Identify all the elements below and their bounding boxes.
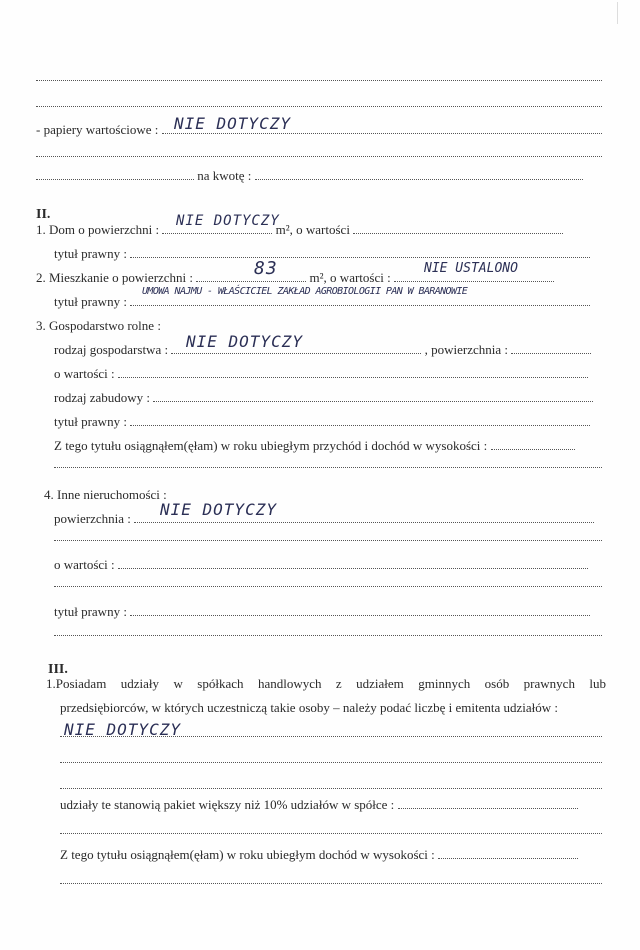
zabudowy-label: rodzaj zabudowy :: [54, 390, 151, 405]
o-wartosci-label: o wartości :: [54, 366, 115, 381]
section-3-heading: III.: [48, 662, 68, 677]
mieszkanie-tytul-label: tytuł prawny :: [54, 294, 127, 309]
gospodarstwo-label: 3. Gospodarstwo rolne :: [36, 318, 161, 333]
dom-tytul-label: tytuł prawny :: [54, 246, 127, 261]
dotted-line: [60, 883, 602, 884]
inne-wartosc-label: o wartości :: [54, 557, 115, 572]
dochod-label: Z tego tytułu osiągnąłem(ęłam) w roku ubiegłym dochód w wysokości :: [60, 847, 435, 862]
dotted-line: [60, 788, 602, 789]
rodzaj-label: rodzaj gospodarstwa :: [54, 342, 169, 357]
przychod-row: [54, 438, 606, 454]
gospodarstwo-row: [36, 318, 161, 334]
inne-row: [44, 487, 167, 503]
mieszkanie-area: 83: [254, 258, 278, 279]
mieszkanie-row: [36, 270, 606, 286]
tytul-label: tytuł prawny :: [54, 414, 127, 429]
dotted-line: [54, 540, 602, 541]
inne-label: 4. Inne nieruchomości :: [44, 487, 167, 502]
dotted-line: [54, 467, 602, 468]
section-2-heading: II.: [36, 207, 51, 222]
inne-tytul-label: tytuł prawny :: [54, 604, 127, 619]
mieszkanie-m2: m², o wartości :: [309, 270, 391, 285]
papiery-label: - papiery wartościowe :: [36, 122, 159, 137]
dotted-line: [54, 586, 602, 587]
pakiet-row: [60, 797, 606, 813]
section-3-value: NIE DOTYCZY: [64, 720, 181, 739]
kwota-row: [36, 168, 606, 184]
zabudowy-row: [54, 390, 606, 406]
dom-label: 1. Dom o powierzchni :: [36, 222, 160, 237]
inne-value: NIE DOTYCZY: [160, 500, 277, 519]
pakiet-label: udziały te stanowią pakiet większy niż 10% udziałów w spółce :: [60, 797, 395, 812]
papiery-value: NIE DOTYCZY: [174, 114, 291, 133]
przychod-label: Z tego tytułu osiągnąłem(ęłam) w roku ubiegłym przychód i dochód w wysokości :: [54, 438, 488, 453]
page-edge-mark: [617, 2, 636, 24]
dochod-row: [60, 847, 606, 863]
inne-pow-label: powierzchnia :: [54, 511, 131, 526]
mieszkanie-label: 2. Mieszkanie o powierzchni :: [36, 270, 194, 285]
dotted-line: [54, 635, 602, 636]
inne-wartosc-row: [54, 557, 606, 573]
dotted-line: [36, 156, 602, 157]
o-wartosci-row: [54, 366, 606, 382]
dom-row: [36, 222, 606, 238]
dom-value: NIE DOTYCZY: [176, 213, 280, 229]
papiery-row: [36, 122, 606, 138]
mieszkanie-wartosc: NIE USTALONO: [424, 261, 518, 276]
inne-tytul-row: [54, 604, 606, 620]
dom-m2: m², o wartości: [275, 222, 350, 237]
section-3-text-1: 1.Posiadam udziały w spółkach handlowych z udziałem gminnych osób prawnych lub: [46, 676, 606, 691]
inne-pow-row: [54, 511, 606, 527]
kwota-label: na kwotę :: [197, 168, 252, 183]
mieszkanie-tytul-value: UMOWA NAJMU - WŁAŚCICIEL ZAKŁAD AGROBIOLOGII PAN W BARANOWIE: [142, 286, 468, 297]
dotted-line: [60, 833, 602, 834]
dom-tytul-row: [54, 246, 606, 262]
powierzchnia-label: , powierzchnia :: [424, 342, 508, 357]
dotted-line: [36, 106, 602, 107]
rodzaj-value: NIE DOTYCZY: [186, 332, 303, 351]
dotted-line: [36, 80, 602, 81]
tytul-row: [54, 414, 606, 430]
rodzaj-row: [54, 342, 606, 358]
section-3-text-2: przedsiębiorców, w których uczestniczą takie osoby – należy podać liczbę i emitenta udziałów :: [60, 700, 559, 715]
dotted-line: [60, 762, 602, 763]
